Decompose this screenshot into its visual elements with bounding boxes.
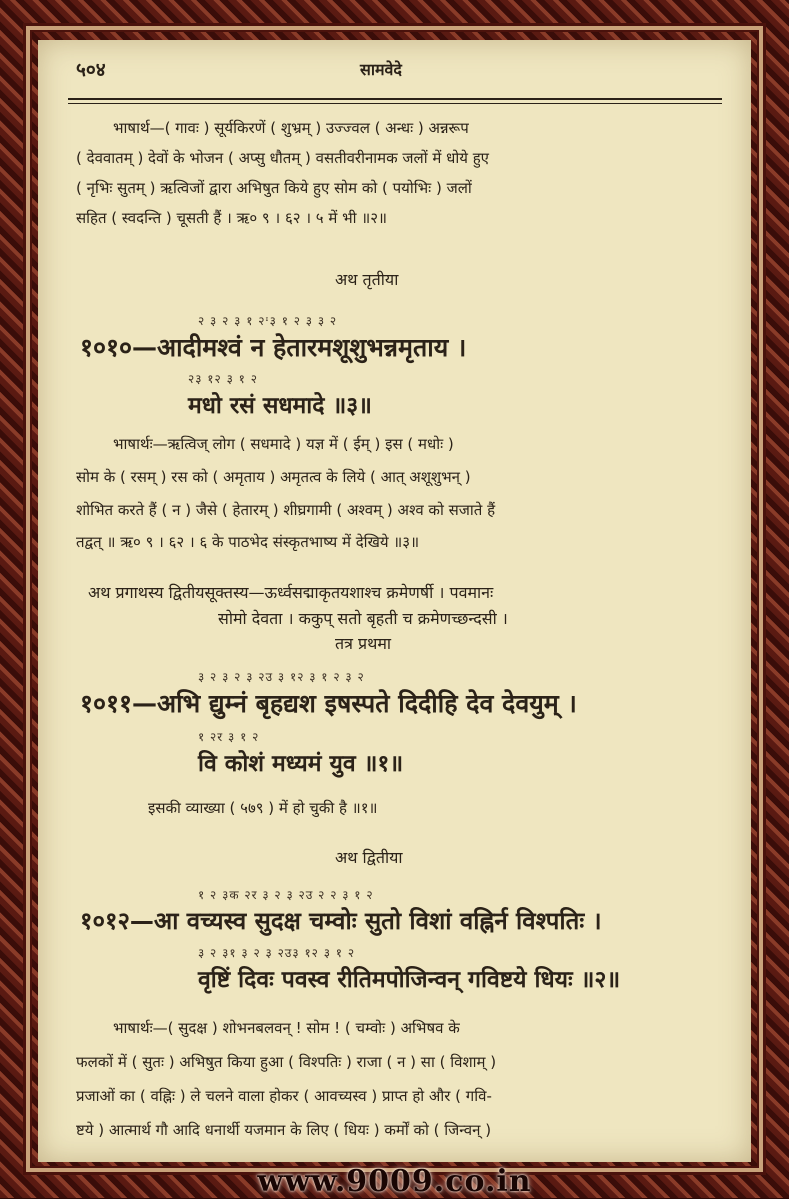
commentary-line: सोम के ( रसम् ) रस को ( अमृताय ) अमृतत्व के लिये ( आत् अशूशुभन् ) bbox=[76, 465, 471, 490]
commentary-line: सहित ( स्वदन्ति ) चूसती हैं । ऋ० ९ । ६२ । ५ में भी ॥२॥ bbox=[76, 206, 387, 231]
cross-reference: इसकी व्याख्या ( ५७९ ) में हो चुकी है ॥१॥ bbox=[148, 796, 378, 821]
svara-marks: २ ३ २ ३ १ २ᶦ३ १ २ ३ ३ २ bbox=[198, 312, 337, 329]
commentary-line: ष्टये ) आत्मार्थ गौ आदि धनार्थी यजमान के लिए ( धियः ) कर्मों को ( जिन्वन् ) bbox=[76, 1118, 491, 1143]
section-heading: अथ द्वितीया bbox=[335, 846, 403, 868]
commentary-line: ( देववातम् ) देवों के भोजन ( अप्सु धौतम् ) वसतीवरीनामक जलों में धोये हुए bbox=[76, 146, 489, 171]
sukta-intro: सोमो देवता । ककुप् सतो बृहती च क्रमेणच्छन्दसी । bbox=[218, 606, 508, 631]
verse-line: १०१०—आदीमश्वं न हेतारमशूशुभन्नमृताय । bbox=[80, 330, 466, 364]
svara-marks: १ २ ३क २र ३ २ ३ २उ २ २ ३ १ २ bbox=[198, 886, 374, 903]
svara-marks: ३ २ ३१ ३ २ ३ २उ३ १२ ३ १ २ bbox=[198, 944, 355, 961]
book-page bbox=[38, 40, 751, 1162]
commentary-line: फलकों में ( सुतः ) अभिषुत किया हुआ ( विश्पतिः ) राजा ( न ) सा ( विशाम् ) bbox=[76, 1050, 496, 1075]
header-rule-thin bbox=[68, 103, 722, 104]
section-heading: तत्र प्रथमा bbox=[335, 632, 391, 654]
running-title: सामवेदे bbox=[360, 58, 402, 80]
section-heading: अथ तृतीया bbox=[335, 268, 398, 290]
page-number: ५०४ bbox=[76, 56, 106, 82]
commentary-line: शोभित करते हैं ( न ) जैसे ( हेतारम् ) शीघ्रगामी ( अश्वम् ) अश्व को सजाते हैं bbox=[76, 498, 495, 523]
sukta-intro: अथ प्रगाथस्य द्वितीयसूक्तस्य—ऊर्ध्वसद्माकृतयशाश्च क्रमेणर्षी । पवमानः bbox=[88, 580, 493, 605]
svara-marks: २३ १२ ३ १ २ bbox=[188, 370, 258, 387]
verse-line: १०१२—आ वच्यस्व सुदक्ष चम्वोः सुतो विशां वह्निर्न विश्पतिः । bbox=[80, 904, 602, 937]
verse-line: वृष्टिं दिवः पवस्व रीतिमपोजिन्वन् गविष्टये धियः ॥२॥ bbox=[198, 962, 620, 994]
verse-line: १०११—अभि द्युम्नं बृहद्यश इषस्पते दिदीहि देव देवयुम् । bbox=[80, 686, 577, 720]
verse-line: वि कोशं मध्यमं युव ॥१॥ bbox=[198, 746, 403, 778]
commentary-line: भाषार्थः—( सुदक्ष ) शोभनबलवन् ! सोम ! ( चम्वोः ) अभिषव के bbox=[113, 1016, 460, 1041]
commentary-line: तद्वत् ॥ ऋ० ९ । ६२ । ६ के पाठभेद संस्कृतभाष्य में देखिये ॥३॥ bbox=[76, 530, 419, 555]
verse-line: मधो रसं सधमादे ॥३॥ bbox=[188, 388, 372, 420]
commentary-line: भाषार्थ—( गावः ) सूर्यकिरणें ( शुभ्रम् ) उज्ज्वल ( अन्धः ) अन्नरूप bbox=[113, 116, 469, 141]
header-rule bbox=[68, 98, 722, 100]
commentary-line: ( नृभिः सुतम् ) ऋत्विजों द्वारा अभिषुत किये हुए सोम को ( पयोभिः ) जलों bbox=[76, 176, 472, 201]
svara-marks: ३ २ ३ २ ३ २उ ३ १२ ३ १ २ ३ २ bbox=[198, 668, 365, 685]
website-watermark: www.9009.co.in bbox=[0, 1164, 789, 1199]
commentary-line: भाषार्थः—ऋत्विज् लोग ( सधमादे ) यज्ञ में ( ईम् ) इस ( मधोः ) bbox=[113, 432, 454, 457]
commentary-line: प्रजाओं का ( वह्निः ) ले चलने वाला होकर ( आवच्यस्व ) प्राप्त हो और ( गवि- bbox=[76, 1084, 492, 1109]
svara-marks: १ २र ३ १ २ bbox=[198, 728, 259, 745]
